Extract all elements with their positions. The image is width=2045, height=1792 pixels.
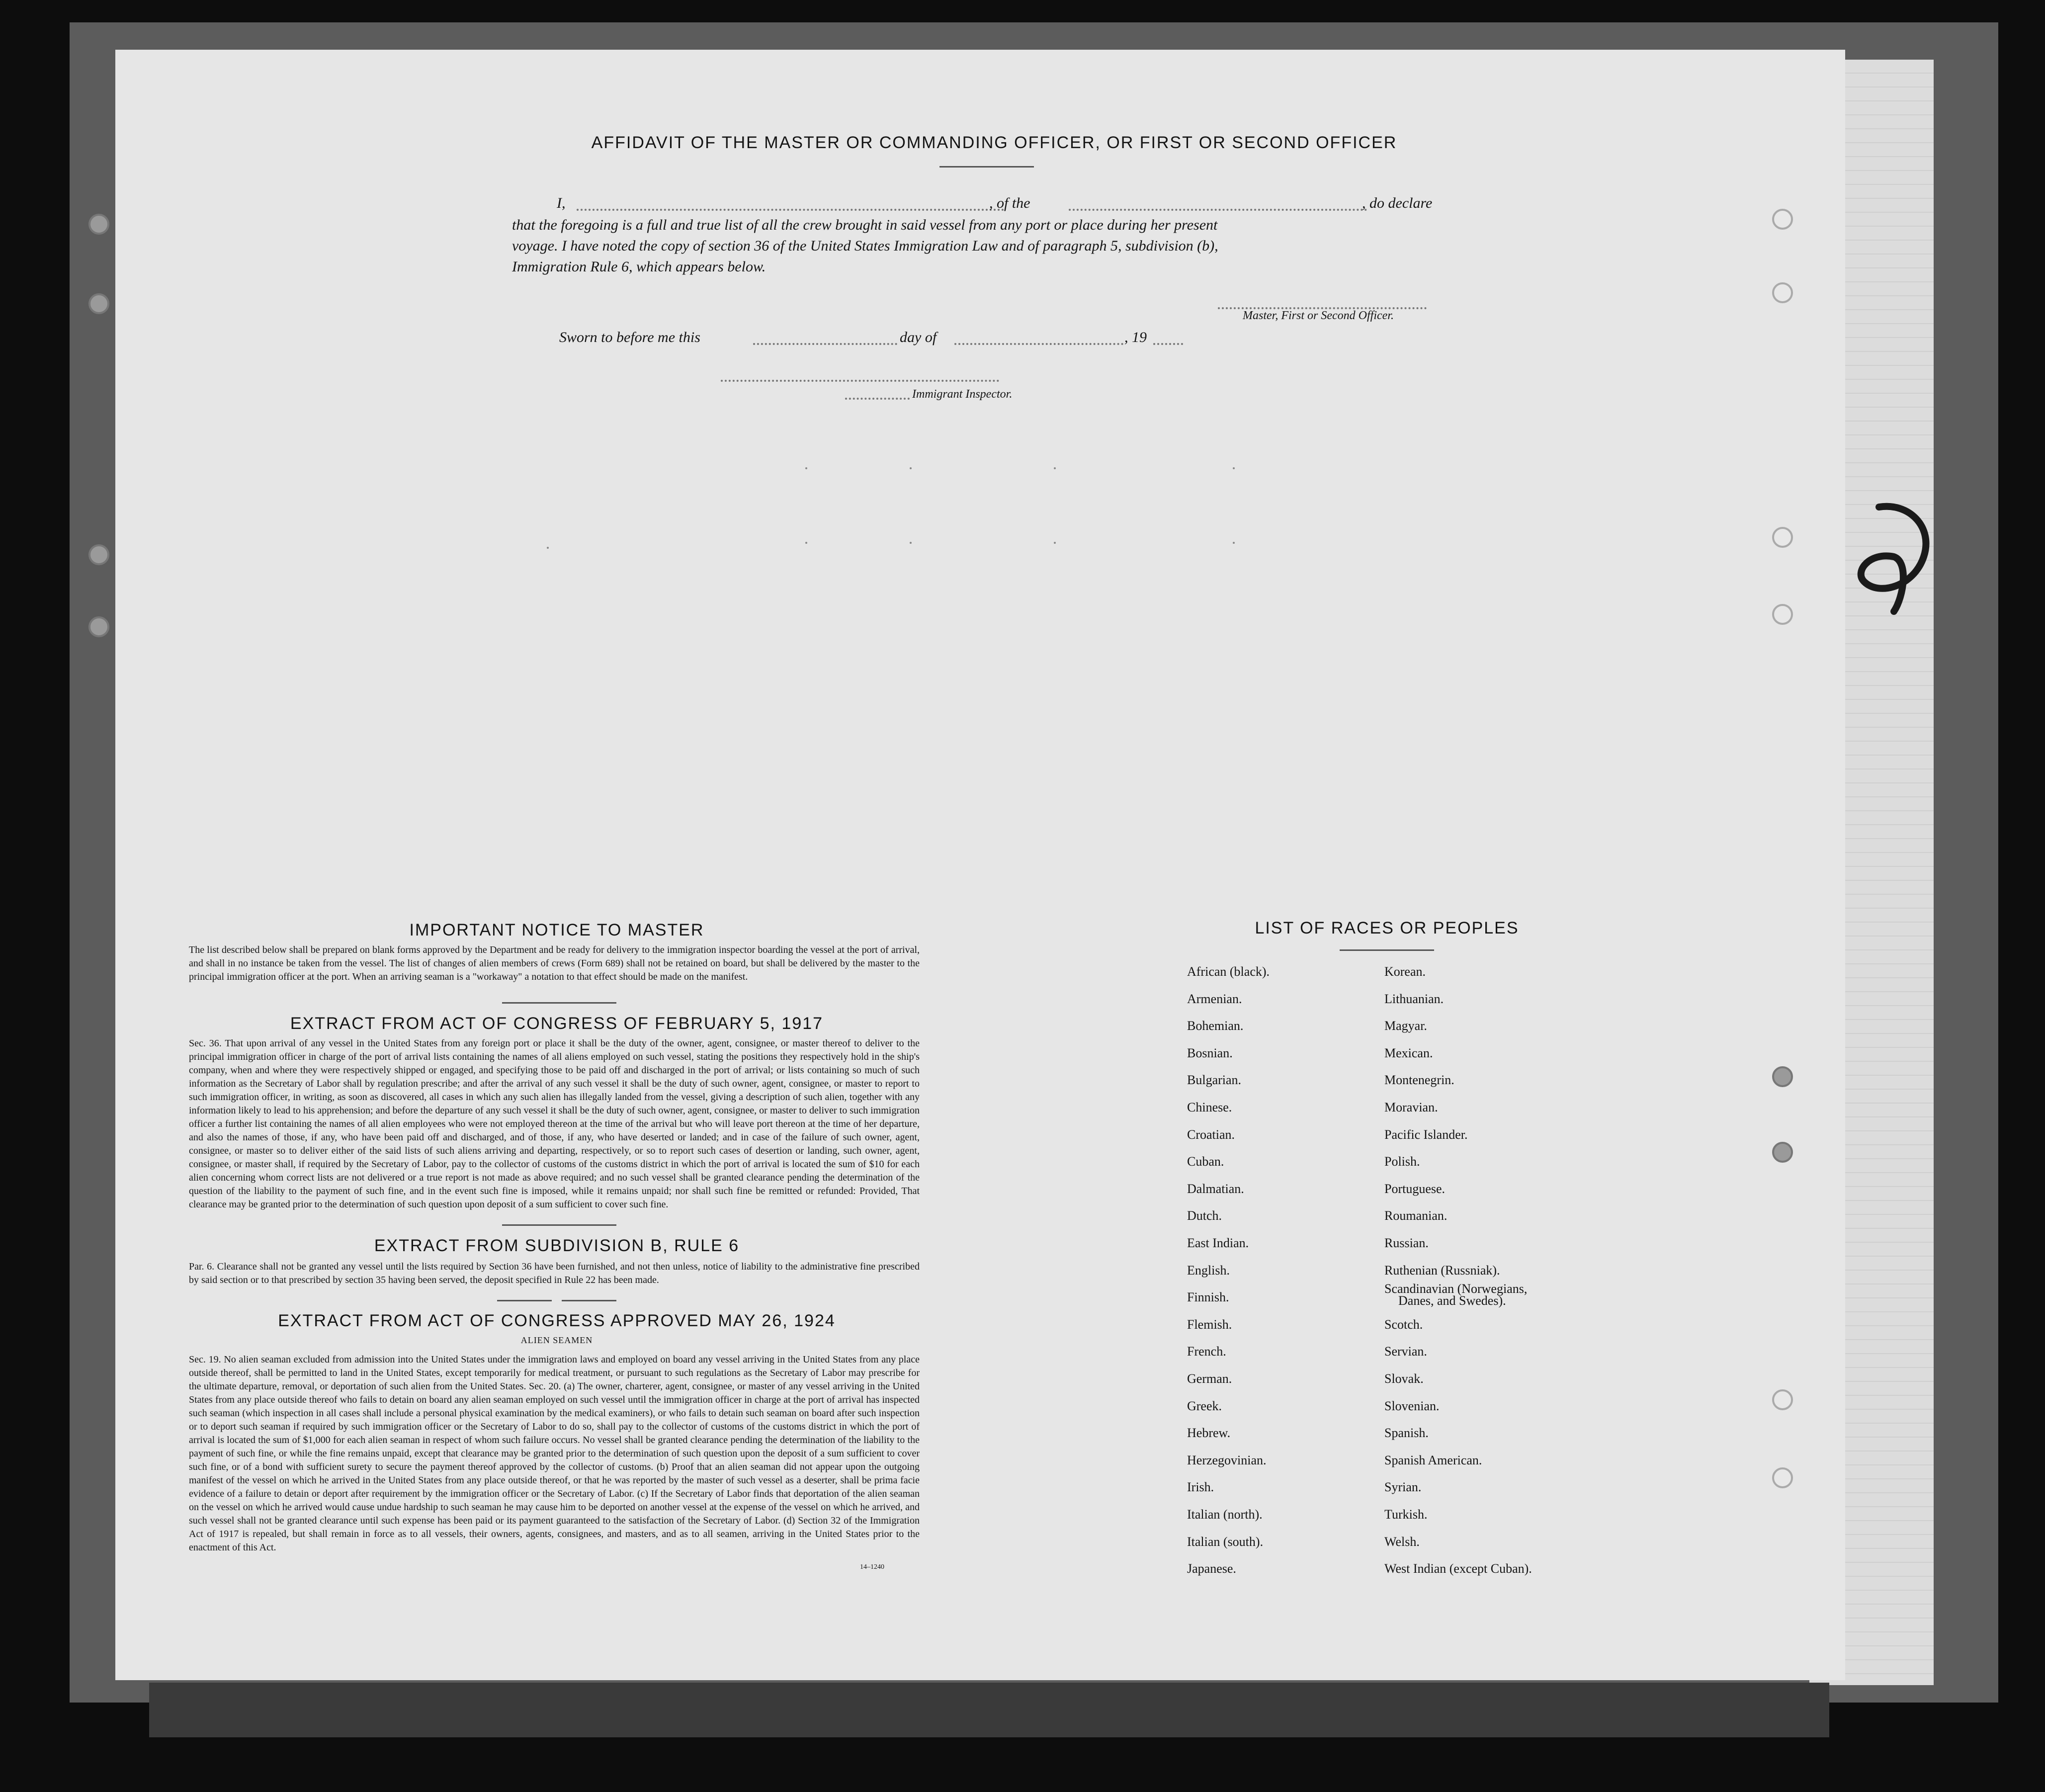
race-item: Spanish American. (1384, 1452, 1482, 1467)
extract-1924-title: EXTRACT FROM ACT OF CONGRESS APPROVED MAY 26, 1924 (278, 1311, 836, 1330)
race-item: Pacific Islander. (1384, 1127, 1468, 1142)
race-item: Armenian. (1187, 991, 1242, 1006)
binder-hole (88, 616, 109, 637)
binder-hole (88, 214, 109, 235)
race-item: Chinese. (1187, 1100, 1232, 1114)
race-item: Herzegovinian. (1187, 1452, 1267, 1467)
inspector-signature-line[interactable] (721, 380, 999, 382)
extract-rule6-body: Par. 6. Clearance shall not be granted any vessel until the lists required by Section 36 have been furnished, and not then unless, notice of liability to the administrative fine prescribed by said section or to that prescribed by section 35 having been served, the deposit specified in Rule 22 has been made. (189, 1261, 920, 1285)
affidavit-of-the: , of the (989, 195, 1030, 211)
binder-hole (1772, 1467, 1793, 1488)
race-item: Scandinavian (Norwegians, Danes, and Swedes). (1384, 1281, 1528, 1308)
faint-mark (910, 467, 912, 469)
race-item: Dutch. (1187, 1208, 1222, 1223)
inspector-dots (845, 398, 910, 400)
race-item: Dalmatian. (1187, 1181, 1244, 1196)
race-item: Magyar. (1384, 1019, 1427, 1033)
race-item: Bulgarian. (1187, 1073, 1242, 1088)
race-item: Irish. (1187, 1480, 1214, 1495)
race-item: Mexican. (1384, 1045, 1433, 1060)
form-number: 14–1240 (860, 1563, 884, 1571)
race-item: Greek. (1187, 1398, 1222, 1413)
race-item: African (black). (1187, 964, 1270, 979)
race-item: Italian (north). (1187, 1507, 1263, 1522)
race-item: East Indian. (1187, 1236, 1249, 1250)
extract-1924-body: Sec. 19. No alien seaman excluded from admission into the United States under the immigration laws and employed on board any vessel arriving in the United States from any place outside thereof, shall be permitted to land in the United States, except temporarily for medical treatment, or pursuant to such regulations as the Secretary of Labor may prescribe for the ultimate departure, removal, or deportation of such alien from the United States. Sec. 20. (a) The owner, charterer, agent, consignee, or master of any vessel arriving in the United States from any place outside thereof who fails to detain on board any alien seaman employed on such vessel until the immigration officer in charge at the port of arrival has inspected such seaman (which inspection in all cases shall include a personal physical examination by the medical examiners), or who fails to detain such seaman on board after such inspection or to deport such seaman if required by such immigration officer or the Secretary of Labor to do so, shall pay to the collector of customs of the customs district in which the port of arrival is located the sum of $1,000 for each alien seaman in respect of whom such failure occurs. No vessel shall be granted clearance pending the determination of the liability to the payment of such fine, or while the fine remains unpaid, except that clearance may be granted prior to the determination of such question upon the deposit of a sum sufficient to cover such fine, or of a bond with sufficient surety to secure the payment thereof approved by the collector of customs. (b) Proof that an alien seaman did not appear upon the outgoing manifest of the vessel on which he arrived in the United States from any place outside thereof, or that he was reported by the master of such vessel as a deserter, shall be prima facie evidence of a failure to detain or deport after requirement by the immigration officer or the Secretary of Labor. (c) If the Secretary of Labor finds that deportation of the alien seaman on the vessel on which he arrived would cause undue hardship to such seaman he may cause him to be deported on another vessel at the expense of the vessel on which he arrived, and such vessel shall not be granted clearance until such expense has been paid or its payment guaranteed to the satisfaction of the Secretary of Labor. (d) Section 32 of the Immigration Act of 1917 is repealed, but shall remain in force as to all vessels, their owners, agents, consignees, and masters, and as to all seamen, arriving in the United States prior to the enactment of this Act. (189, 1354, 920, 1553)
day-of-text: day of (900, 329, 937, 345)
underlying-page-strip (149, 1683, 1829, 1737)
race-item: Turkish. (1384, 1507, 1428, 1522)
binder-hole (1772, 1066, 1793, 1087)
master-signature-label: Master, First or Second Officer. (1243, 309, 1394, 322)
race-item: French. (1187, 1344, 1226, 1359)
race-item: Lithuanian. (1384, 991, 1444, 1006)
race-item: Syrian. (1384, 1480, 1422, 1495)
affidavit-line4: Immigration Rule 6, which appears below. (512, 258, 766, 275)
faint-mark (1233, 542, 1235, 544)
race-item: Cuban. (1187, 1154, 1224, 1169)
faint-mark (805, 542, 807, 544)
race-item: Flemish. (1187, 1317, 1232, 1332)
inspector-label: Immigrant Inspector. (912, 388, 1013, 401)
race-item: Portuguese. (1384, 1181, 1446, 1196)
year-text: , 19 (1124, 329, 1147, 345)
race-item: Spanish. (1384, 1426, 1429, 1441)
race-item: Roumanian. (1384, 1208, 1448, 1223)
binder-hole (1772, 1142, 1793, 1163)
affidavit-line3: voyage. I have noted the copy of section 36 of the United States Immigration Law and of paragraph 5, subdivision (b), (512, 238, 1218, 254)
name-blank[interactable] (577, 209, 1004, 211)
divider (562, 1300, 616, 1301)
race-item: German. (1187, 1371, 1232, 1386)
extract-1917-title: EXTRACT FROM ACT OF CONGRESS OF FEBRUARY 5, 1917 (290, 1014, 824, 1033)
race-item: Scotch. (1384, 1317, 1423, 1332)
sworn-day-blank[interactable] (753, 343, 897, 345)
affidavit-i: I, (557, 195, 566, 211)
faint-mark (547, 547, 549, 549)
affidavit-line2: that the foregoing is a full and true list of all the crew brought in said vessel from any port or place during her present (512, 217, 1218, 233)
races-title: LIST OF RACES OR PEOPLES (1255, 919, 1519, 938)
binder-hole (1772, 282, 1793, 303)
race-item: Russian. (1384, 1236, 1429, 1250)
race-item: Korean. (1384, 964, 1426, 979)
race-item: Bosnian. (1187, 1045, 1233, 1060)
race-item: Finnish. (1187, 1290, 1229, 1305)
affidavit-title: AFFIDAVIT OF THE MASTER OR COMMANDING OFFICER, OR FIRST OR SECOND OFFICER (591, 133, 1397, 152)
race-item: Moravian. (1384, 1100, 1438, 1114)
race-item: Croatian. (1187, 1127, 1235, 1142)
notice-title: IMPORTANT NOTICE TO MASTER (409, 921, 704, 939)
race-item: English. (1187, 1263, 1230, 1278)
divider (497, 1300, 552, 1301)
faint-mark (910, 542, 912, 544)
race-item: Italian (south). (1187, 1534, 1264, 1549)
binder-hole (1772, 209, 1793, 230)
sworn-year-blank[interactable] (1153, 343, 1183, 345)
race-item: Slovak. (1384, 1371, 1424, 1386)
divider (502, 1224, 616, 1226)
handwritten-mark-icon (1849, 497, 1939, 626)
affidavit-declare: , do declare (1362, 195, 1433, 211)
faint-mark (1054, 467, 1056, 469)
race-item: Hebrew. (1187, 1426, 1231, 1441)
binder-hole (1772, 1389, 1793, 1410)
race-item: Ruthenian (Russniak). (1384, 1263, 1500, 1278)
divider (1340, 949, 1434, 951)
binder-hole (1772, 527, 1793, 548)
race-item: Slovenian. (1384, 1398, 1440, 1413)
extract-1924-subtitle: ALIEN SEAMEN (520, 1335, 593, 1345)
race-item: Japanese. (1187, 1561, 1236, 1576)
faint-mark (1233, 467, 1235, 469)
extract-1917-body: Sec. 36. That upon arrival of any vessel in the United States from any foreign port or place it shall be the duty of the owner, agent, consignee, or master thereof to deliver to the principal immigration officer in charge of the port of arrival lists containing the names of all aliens employed on such vessel, stating the positions they respectively hold in the ship's company, when and where they were respectively shipped or engaged, and specifying those to be paid off and discharged in the port of arrival; or lists containing so much of such information as the Secretary of Labor shall by regulation prescribe; and after the arrival of any such vessel it shall be the duty of such owner, agent, consignee, or master to report to such immigration officer, in writing, as soon as discovered, all cases in which any such alien has illegally landed from the vessel, giving a description of such alien, together with any information likely to lead to his apprehension; and before the departure of any such vessel it shall be the duty of such owner, agent, consignee, or master to deliver to such immigration officer a further list containing the names of all alien employees who were not employed thereon at the time of the arrival but who will leave port thereon at the time of her departure, and also the names of those, if any, who have been paid off and discharged, and of those, if any, who have deserted or landed; and in case of the failure of such owner, agent, consignee, or master so to deliver either of the said lists of such aliens arriving and departing, respectively, or so to report such cases of desertion or landing, such owner, agent, consignee, or master shall, if required by the Secretary of Labor, pay to the collector of customs of the customs district in which the port of arrival is located the sum of $10 for each alien concerning whom correct lists are not delivered or a true report is not made as above required; and no such vessel shall be granted clearance pending the determination of the question of the liability to the payment of such fine, and in the event such fine is imposed, while it remains unpaid; nor shall such fine be remitted or refunded: Provided, That clearance may be granted prior to the determination of such question upon deposit of a sum sufficient to cover such fine. (189, 1038, 920, 1210)
extract-rule6-title: EXTRACT FROM SUBDIVISION B, RULE 6 (374, 1236, 740, 1255)
vessel-blank[interactable] (1069, 209, 1367, 211)
notice-body: The list described below shall be prepared on blank forms approved by the Department and be ready for delivery to the immigration inspector boarding the vessel at the port of arrival, and shall in no instance be taken from the vessel. The list of changes of alien members of crews (Form 689) shall not be retained on board, but shall be delivered by the master to the principal immigration officer at the port. When an arriving seaman is a "workaway" a notation to that effect should be made on the manifest. (189, 944, 920, 982)
binder-hole (88, 293, 109, 314)
divider (502, 1002, 616, 1004)
divider (939, 166, 1034, 168)
faint-mark (805, 467, 807, 469)
sworn-text: Sworn to before me this (559, 329, 700, 345)
race-item: West Indian (except Cuban). (1384, 1561, 1532, 1576)
sworn-month-blank[interactable] (954, 343, 1123, 345)
race-item: Bohemian. (1187, 1019, 1244, 1033)
binder-hole (88, 544, 109, 565)
race-item: Polish. (1384, 1154, 1420, 1169)
race-item: Servian. (1384, 1344, 1427, 1359)
race-item: Welsh. (1384, 1534, 1420, 1549)
binder-hole (1772, 604, 1793, 625)
race-item: Montenegrin. (1384, 1073, 1454, 1088)
faint-mark (1054, 542, 1056, 544)
